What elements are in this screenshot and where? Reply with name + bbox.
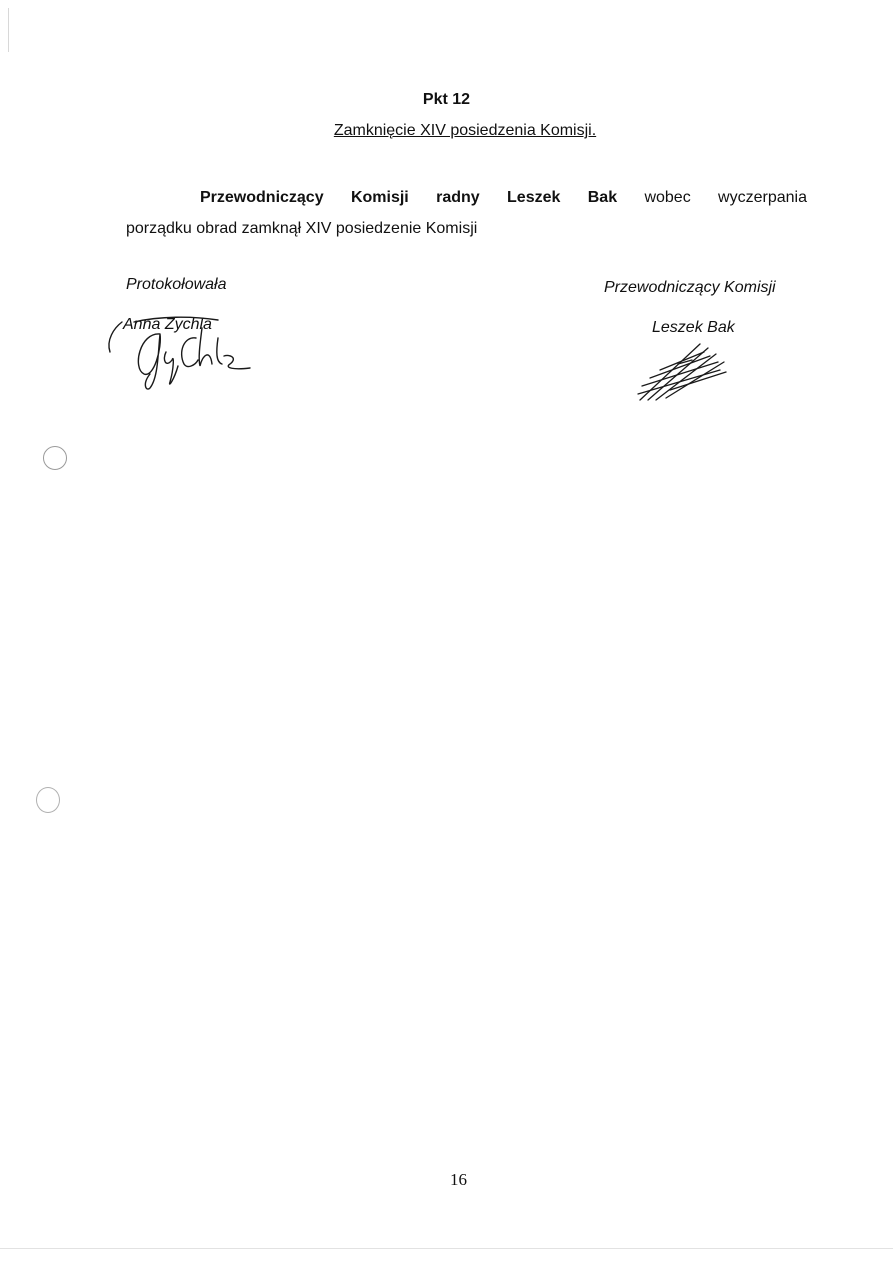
chair-name: Leszek Bak xyxy=(652,319,735,336)
signature-left xyxy=(100,308,260,393)
word-committee: Komisji xyxy=(350,189,409,206)
word-wyczerpania: wyczerpania xyxy=(718,189,807,206)
chair-label: Przewodniczący Komisji xyxy=(604,279,776,296)
scan-bottom-edge xyxy=(0,1248,893,1249)
body-paragraph xyxy=(126,182,807,244)
word-last-name: Bak xyxy=(587,189,618,206)
signature-right xyxy=(630,340,730,405)
word-wobec: wobec xyxy=(644,189,691,206)
punch-hole-bottom xyxy=(36,787,60,813)
section-heading: Pkt 12 xyxy=(422,91,471,108)
scan-edge-line xyxy=(8,8,9,52)
punch-hole-top xyxy=(43,446,67,470)
paragraph-line-1 xyxy=(126,182,807,213)
word-chair: Przewodniczący xyxy=(200,189,324,206)
word-first-name: Leszek xyxy=(507,189,561,206)
minutes-taker-name: Anna Zychla xyxy=(123,316,212,333)
page-number: 16 xyxy=(450,1170,467,1189)
minutes-taker-label: Protokołowała xyxy=(126,276,227,293)
word-councillor: radny xyxy=(436,189,480,206)
section-subheading: Zamknięcie XIV posiedzenia Komisji. xyxy=(333,122,597,139)
paragraph-line-2: porządku obrad zamknął XIV posiedzenie Komisji xyxy=(126,220,478,237)
